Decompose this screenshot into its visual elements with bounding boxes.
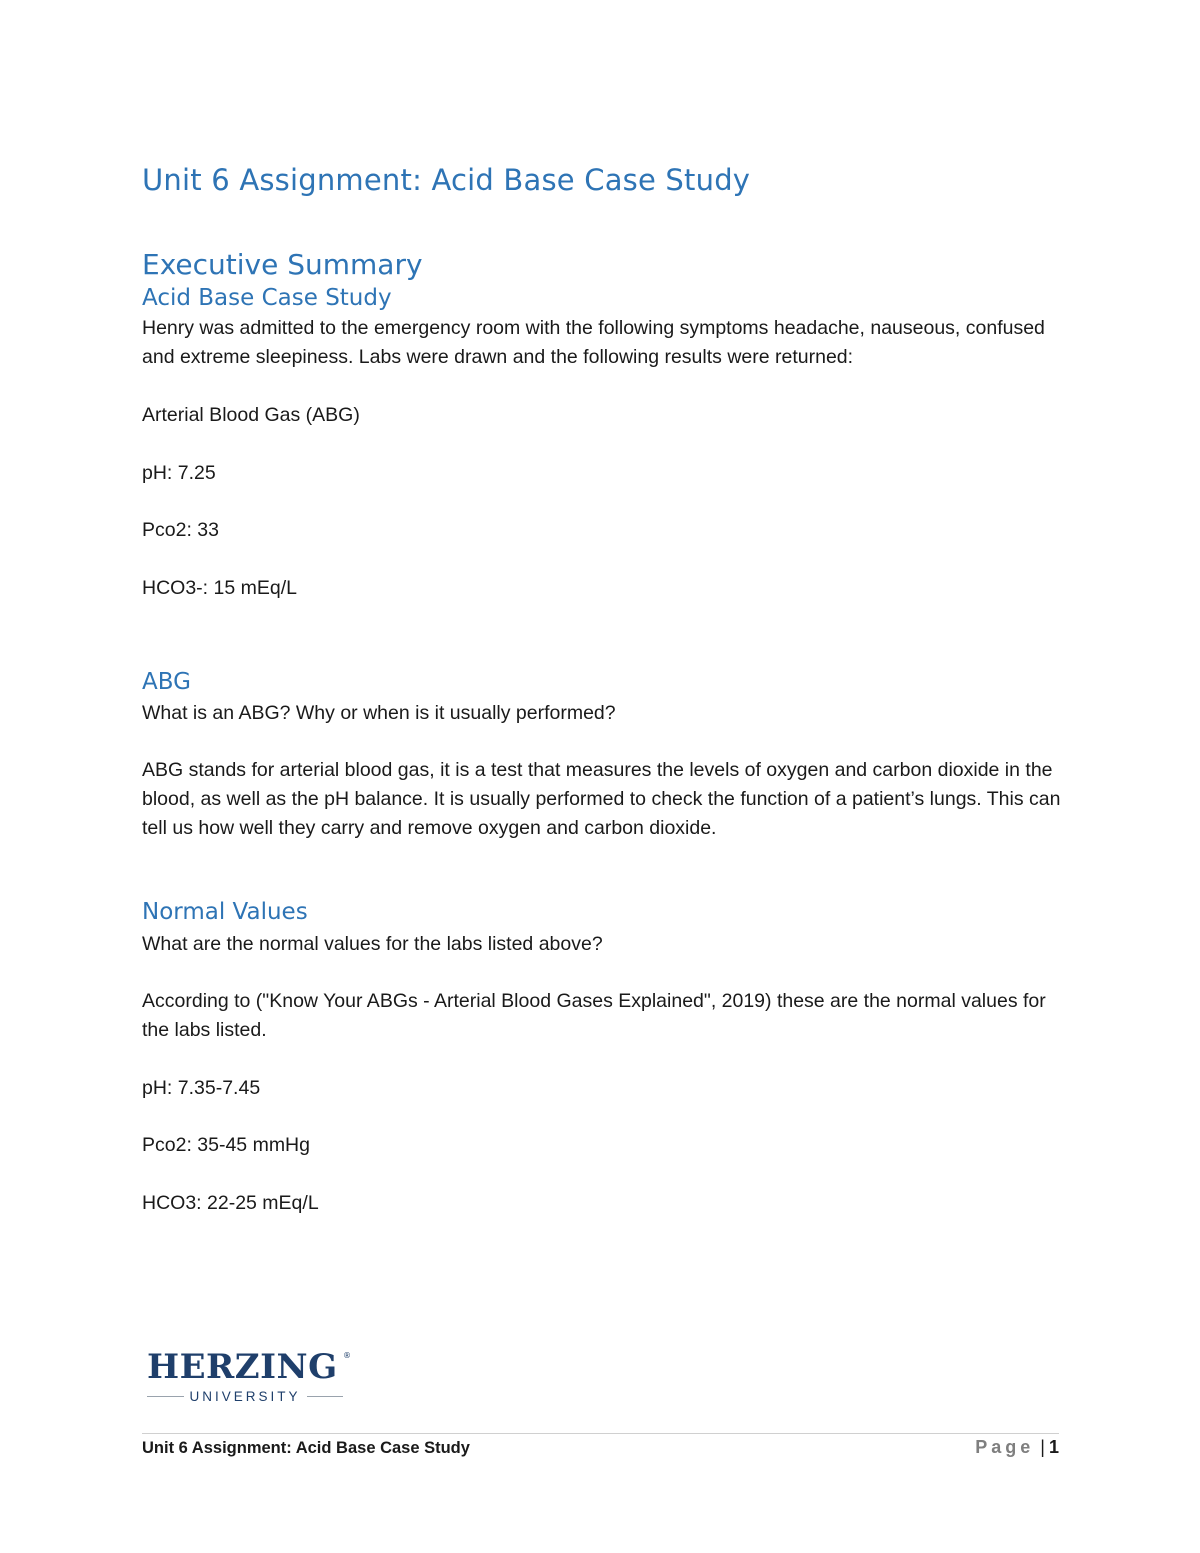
footer-page-indicator bbox=[975, 1437, 1059, 1458]
lab-ph: pH: 7.25 bbox=[142, 462, 216, 484]
logo-registered-mark: ® bbox=[343, 1351, 351, 1360]
abg-answer-paragraph: ABG stands for arterial blood gas, it is a test that measures the levels of oxygen and carbon dioxide in the blood, as well as the pH balance. It is usually performed to check the function of a patient’s lungs. This can tell us how well they carry and remove oxygen and carbon dioxide. bbox=[142, 759, 1061, 839]
logo-rule-left bbox=[147, 1396, 184, 1397]
normal-pco2: Pco2: 35-45 mmHg bbox=[142, 1134, 310, 1156]
footer-page-word: Page bbox=[975, 1437, 1035, 1457]
case-intro-paragraph: Henry was admitted to the emergency room with the following symptoms headache, nauseous, confused and extreme sleepiness. Labs were drawn and the following results were returned: bbox=[142, 317, 1045, 368]
abg-heading: ABG bbox=[142, 669, 191, 695]
footer-page-number: 1 bbox=[1048, 1437, 1059, 1457]
footer-separator: | bbox=[1040, 1437, 1045, 1457]
document-title: Unit 6 Assignment: Acid Base Case Study bbox=[142, 163, 751, 197]
section-heading: Executive Summary bbox=[142, 248, 423, 281]
lab-hco3: HCO3-: 15 mEq/L bbox=[142, 577, 297, 599]
normal-hco3: HCO3: 22-25 mEq/L bbox=[142, 1192, 319, 1214]
logo-wordmark: HERZING bbox=[147, 1347, 338, 1387]
normal-ph: pH: 7.35-7.45 bbox=[142, 1077, 261, 1099]
logo-rule-right bbox=[307, 1396, 344, 1397]
normal-values-heading: Normal Values bbox=[142, 899, 308, 925]
logo-subtitle: UNIVERSITY bbox=[189, 1389, 301, 1404]
normal-values-answer: According to ("Know Your ABGs - Arterial Blood Gases Explained", 2019) these are the normal values for the labs listed. bbox=[142, 990, 1046, 1041]
abg-label: Arterial Blood Gas (ABG) bbox=[142, 404, 360, 426]
footer-divider bbox=[142, 1433, 1059, 1434]
case-heading: Acid Base Case Study bbox=[142, 285, 392, 311]
normal-values-question: What are the normal values for the labs listed above? bbox=[142, 933, 603, 955]
lab-pco2: Pco2: 33 bbox=[142, 519, 219, 541]
abg-question: What is an ABG? Why or when is it usually performed? bbox=[142, 702, 616, 724]
footer-title: Unit 6 Assignment: Acid Base Case Study bbox=[142, 1439, 470, 1457]
herzing-university-logo bbox=[147, 1347, 351, 1407]
logo-subline bbox=[147, 1389, 343, 1404]
